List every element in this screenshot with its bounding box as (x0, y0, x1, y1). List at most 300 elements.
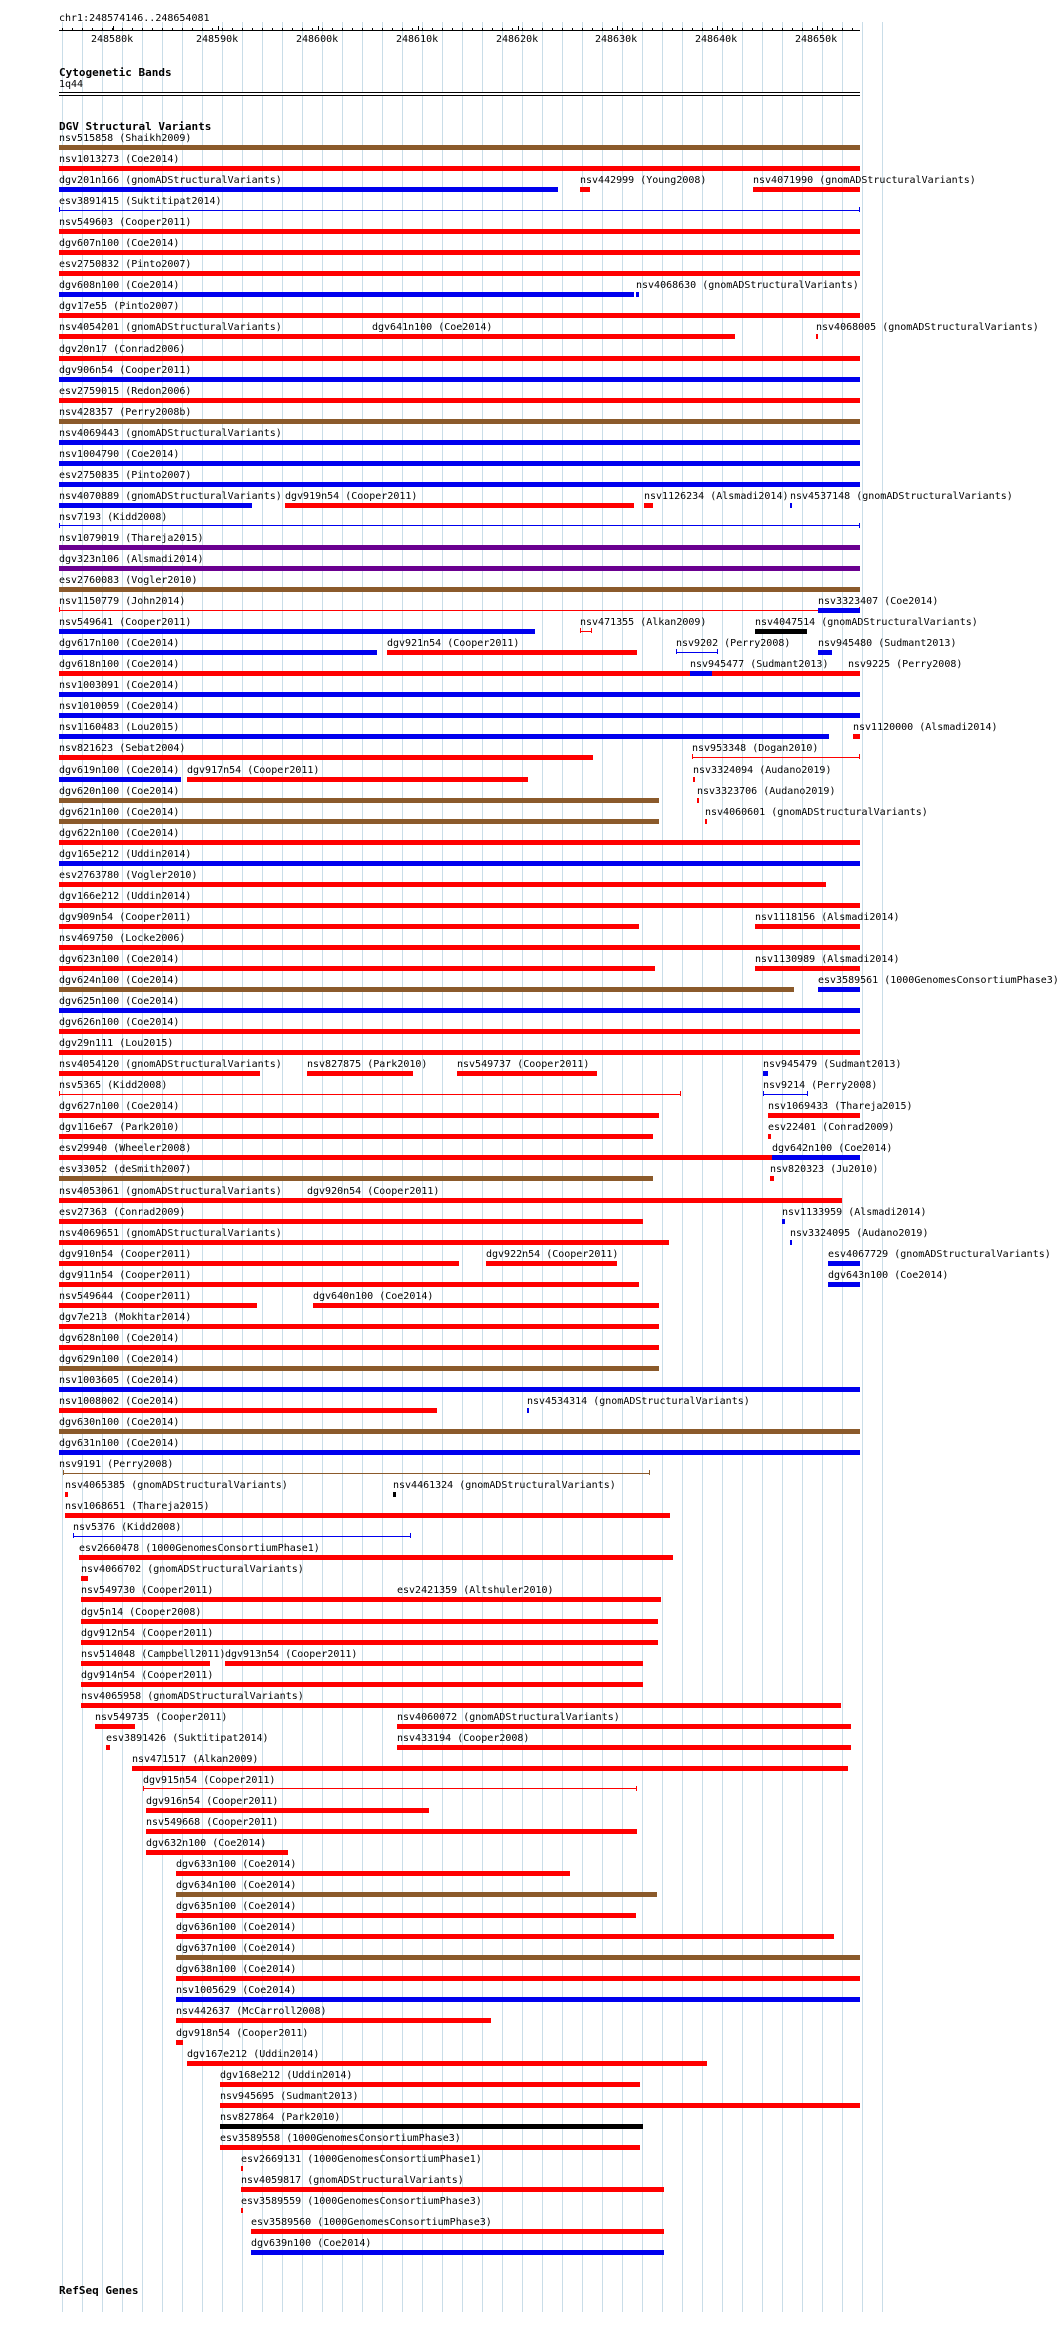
variant-label[interactable]: nsv549730 (Cooper2011) (81, 1585, 214, 1597)
variant-label[interactable]: nsv5365 (Kidd2008) (59, 1080, 168, 1092)
variant-feature[interactable] (73, 1536, 411, 1537)
variant-feature[interactable] (636, 292, 639, 297)
variant-feature[interactable] (818, 650, 832, 655)
variant-feature[interactable] (828, 1282, 860, 1287)
variant-label[interactable]: nsv549735 (Cooper2011) (95, 1711, 228, 1723)
variant-feature[interactable] (313, 1303, 659, 1308)
variant-feature[interactable] (818, 987, 860, 992)
variant-label[interactable]: esv33052 (deSmith2007) (59, 1164, 192, 1176)
variant-feature[interactable] (59, 1429, 860, 1434)
variant-feature[interactable] (580, 187, 590, 192)
variant-label[interactable]: dgv617n100 (Coe2014) (59, 638, 180, 650)
variant-label[interactable]: esv2750832 (Pinto2007) (59, 259, 192, 271)
variant-label[interactable]: nsv549644 (Cooper2011) (59, 1290, 192, 1302)
variant-label[interactable]: nsv1130989 (Alsmadi2014) (755, 953, 900, 965)
variant-feature[interactable] (176, 1934, 834, 1939)
variant-feature[interactable] (59, 610, 860, 611)
variant-label[interactable]: nsv4069651 (gnomADStructuralVariants) (59, 1227, 282, 1239)
variant-label[interactable]: dgv921n54 (Cooper2011) (387, 638, 520, 650)
variant-feature[interactable] (95, 1724, 135, 1729)
variant-label[interactable]: esv2660478 (1000GenomesConsortiumPhase1) (79, 1543, 320, 1555)
variant-feature[interactable] (63, 1473, 650, 1474)
variant-label[interactable]: dgv915n54 (Cooper2011) (143, 1774, 276, 1786)
variant-label[interactable]: nsv4054201 (gnomADStructuralVariants) (59, 322, 282, 334)
variant-feature[interactable] (763, 1094, 808, 1095)
variant-label[interactable]: esv3589561 (1000GenomesConsortiumPhase3) (818, 975, 1059, 986)
variant-feature[interactable] (755, 629, 807, 634)
variant-feature[interactable] (59, 882, 826, 887)
variant-feature[interactable] (59, 461, 860, 466)
variant-feature[interactable] (59, 145, 860, 150)
variant-feature[interactable] (816, 334, 818, 339)
variant-label[interactable]: nsv821623 (Sebat2004) (59, 743, 186, 755)
variant-feature[interactable] (59, 798, 659, 803)
variant-label[interactable]: nsv471355 (Alkan2009) (580, 617, 707, 629)
variant-feature[interactable] (755, 924, 860, 929)
variant-label[interactable]: dgv914n54 (Cooper2011) (81, 1669, 214, 1681)
variant-label[interactable]: nsv549668 (Cooper2011) (146, 1817, 279, 1828)
variant-label[interactable]: nsv549737 (Cooper2011) (457, 1059, 590, 1071)
variant-label[interactable]: dgv627n100 (Coe2014) (59, 1101, 180, 1113)
variant-label[interactable]: nsv4070889 (gnomADStructuralVariants) (59, 490, 282, 502)
variant-label[interactable]: nsv471517 (Alkan2009) (132, 1753, 259, 1765)
variant-feature[interactable] (225, 1661, 643, 1666)
variant-label[interactable]: nsv1120000 (Alsmadi2014) (853, 722, 998, 734)
variant-label[interactable]: nsv1004790 (Coe2014) (59, 448, 180, 460)
variant-feature[interactable] (59, 819, 659, 824)
variant-label[interactable]: nsv1003605 (Coe2014) (59, 1374, 180, 1386)
variant-feature[interactable] (59, 1029, 860, 1034)
variant-label[interactable]: nsv4059817 (gnomADStructuralVariants) (241, 2174, 464, 2186)
variant-feature[interactable] (220, 2082, 640, 2087)
variant-feature[interactable] (143, 1788, 637, 1789)
variant-feature[interactable] (59, 271, 860, 276)
variant-feature[interactable] (251, 2229, 664, 2234)
variant-feature[interactable] (59, 334, 735, 339)
variant-label[interactable]: nsv3323407 (Coe2014) (818, 596, 939, 608)
variant-label[interactable]: nsv945479 (Sudmant2013) (763, 1059, 902, 1071)
variant-feature[interactable] (59, 1261, 459, 1266)
variant-feature[interactable] (59, 987, 794, 992)
variant-label[interactable]: esv2669131 (1000GenomesConsortiumPhase1) (241, 2153, 482, 2165)
variant-label[interactable]: dgv168e212 (Uddin2014) (220, 2069, 353, 2081)
variant-label[interactable]: esv2421359 (Altshuler2010) (397, 1585, 554, 1597)
variant-feature[interactable] (818, 608, 860, 613)
variant-feature[interactable] (59, 1113, 659, 1118)
variant-feature[interactable] (241, 2208, 243, 2213)
variant-label[interactable]: dgv639n100 (Coe2014) (251, 2238, 372, 2249)
variant-label[interactable]: dgv622n100 (Coe2014) (59, 827, 180, 839)
variant-label[interactable]: nsv549641 (Cooper2011) (59, 617, 192, 629)
variant-feature[interactable] (65, 1492, 68, 1497)
variant-feature[interactable] (65, 1513, 670, 1518)
variant-label[interactable]: nsv469750 (Locke2006) (59, 932, 186, 944)
variant-feature[interactable] (790, 503, 792, 508)
variant-feature[interactable] (251, 2250, 664, 2255)
variant-feature[interactable] (59, 545, 860, 550)
variant-label[interactable]: dgv632n100 (Coe2014) (146, 1838, 267, 1850)
variant-feature[interactable] (59, 1240, 669, 1245)
variant-label[interactable]: esv27363 (Conrad2009) (59, 1206, 186, 1218)
variant-feature[interactable] (59, 945, 860, 950)
cyto-band[interactable] (59, 92, 860, 96)
variant-feature[interactable] (59, 187, 558, 192)
ruler-minor-tick (832, 28, 833, 31)
variant-label[interactable]: esv2763780 (Vogler2010) (59, 869, 198, 881)
variant-feature[interactable] (397, 1597, 661, 1602)
variant-feature[interactable] (372, 334, 374, 339)
variant-feature[interactable] (59, 166, 860, 171)
variant-label[interactable]: nsv1079019 (Thareja2015) (59, 532, 204, 544)
variant-feature[interactable] (59, 210, 860, 211)
variant-feature[interactable] (397, 1745, 851, 1750)
refseq-track-title: RefSeq Genes (59, 2284, 139, 2297)
variant-feature[interactable] (59, 440, 860, 445)
variant-label[interactable]: nsv4066702 (gnomADStructuralVariants) (81, 1564, 304, 1576)
variant-feature[interactable] (768, 1113, 860, 1118)
variant-feature[interactable] (59, 419, 860, 424)
variant-label[interactable]: nsv4065385 (gnomADStructuralVariants) (65, 1480, 288, 1492)
variant-label[interactable]: esv2759015 (Redon2006) (59, 385, 192, 397)
variant-feature[interactable] (753, 187, 860, 192)
variant-feature[interactable] (59, 671, 859, 676)
variant-label[interactable]: nsv1005629 (Coe2014) (176, 1985, 297, 1997)
variant-label[interactable]: dgv917n54 (Cooper2011) (187, 764, 320, 776)
variant-feature[interactable] (176, 1913, 636, 1918)
variant-label[interactable]: dgv909n54 (Cooper2011) (59, 911, 192, 923)
variant-label[interactable]: dgv618n100 (Coe2014) (59, 659, 180, 671)
variant-feature[interactable] (59, 313, 860, 318)
variant-label[interactable]: nsv1160483 (Lou2015) (59, 722, 180, 734)
variant-feature[interactable] (59, 1324, 659, 1329)
variant-feature[interactable] (755, 966, 860, 971)
variant-label[interactable]: esv29940 (Wheeler2008) (59, 1143, 192, 1155)
variant-feature[interactable] (782, 1219, 785, 1224)
variant-label[interactable]: esv4067729 (gnomADStructuralVariants) (828, 1248, 1051, 1260)
variant-feature[interactable] (59, 1282, 639, 1287)
variant-feature[interactable] (176, 1976, 860, 1981)
variant-label[interactable]: dgv167e212 (Uddin2014) (187, 2048, 320, 2060)
variant-label[interactable]: nsv1069433 (Thareja2015) (768, 1101, 913, 1113)
variant-label[interactable]: dgv166e212 (Uddin2014) (59, 890, 192, 902)
variant-label[interactable]: nsv9202 (Perry2008) (676, 638, 791, 650)
variant-label[interactable]: dgv916n54 (Cooper2011) (146, 1795, 279, 1807)
variant-feature[interactable] (59, 1219, 643, 1224)
variant-label[interactable]: nsv1150779 (John2014) (59, 596, 186, 608)
variant-label[interactable]: nsv4047514 (gnomADStructuralVariants) (755, 617, 978, 629)
variant-label[interactable]: nsv433194 (Cooper2008) (397, 1732, 530, 1744)
variant-feature[interactable] (59, 1176, 653, 1181)
variant-feature[interactable] (81, 1597, 398, 1602)
variant-label[interactable]: esv3589558 (1000GenomesConsortiumPhase3) (220, 2132, 461, 2144)
variant-feature[interactable] (697, 798, 699, 803)
variant-feature[interactable] (692, 757, 860, 758)
variant-label[interactable]: esv3589560 (1000GenomesConsortiumPhase3) (251, 2216, 492, 2228)
variant-feature[interactable] (693, 777, 695, 782)
variant-feature[interactable] (81, 1619, 658, 1624)
variant-feature[interactable] (59, 840, 860, 845)
variant-feature[interactable] (59, 229, 860, 234)
ruler-minor-tick (732, 28, 733, 31)
variant-feature[interactable] (59, 503, 252, 508)
variant-feature[interactable] (220, 2145, 640, 2150)
variant-label[interactable]: dgv29n111 (Lou2015) (59, 1038, 174, 1050)
variant-feature[interactable] (828, 1261, 860, 1266)
variant-feature[interactable] (387, 650, 637, 655)
variant-label[interactable]: nsv7193 (Kidd2008) (59, 511, 168, 523)
variant-feature[interactable] (187, 2061, 707, 2066)
variant-feature[interactable] (146, 1829, 637, 1834)
variant-label[interactable]: nsv4065958 (gnomADStructuralVariants) (81, 1690, 304, 1702)
variant-feature[interactable] (176, 1871, 570, 1876)
variant-label[interactable]: nsv3323706 (Audano2019) (697, 785, 836, 797)
variant-feature[interactable] (59, 1134, 653, 1139)
variant-feature[interactable] (146, 1850, 288, 1855)
variant-feature[interactable] (59, 924, 639, 929)
variant-feature[interactable] (59, 755, 593, 760)
variant-label[interactable]: nsv1010059 (Coe2014) (59, 701, 180, 713)
variant-feature[interactable] (176, 1892, 657, 1897)
variant-feature[interactable] (59, 903, 860, 908)
variant-feature[interactable] (307, 1071, 413, 1076)
variant-label[interactable]: nsv428357 (Perry2008b) (59, 406, 192, 418)
variant-label[interactable]: dgv631n100 (Coe2014) (59, 1438, 180, 1450)
variant-label[interactable]: nsv4060601 (gnomADStructuralVariants) (705, 806, 928, 818)
variant-label[interactable]: dgv7e213 (Mokhtar2014) (59, 1311, 192, 1323)
variant-feature[interactable] (848, 671, 860, 676)
variant-feature[interactable] (81, 1576, 88, 1581)
variant-label[interactable]: dgv918n54 (Cooper2011) (176, 2027, 309, 2039)
variant-label[interactable]: esv3891415 (Suktitipat2014) (59, 196, 222, 208)
variant-label[interactable]: esv3589559 (1000GenomesConsortiumPhase3) (241, 2195, 482, 2207)
variant-feature[interactable] (853, 734, 860, 739)
variant-feature[interactable] (307, 1198, 842, 1203)
variant-label[interactable]: nsv549603 (Cooper2011) (59, 217, 192, 229)
variant-label[interactable]: esv2750835 (Pinto2007) (59, 469, 192, 481)
variant-feature[interactable] (176, 1997, 860, 2002)
variant-label[interactable]: dgv624n100 (Coe2014) (59, 975, 180, 986)
variant-label[interactable]: dgv628n100 (Coe2014) (59, 1332, 180, 1344)
variant-label[interactable]: nsv1133959 (Alsmadi2014) (782, 1206, 927, 1218)
variant-label[interactable]: dgv919n54 (Cooper2011) (285, 490, 418, 502)
variant-label[interactable]: dgv637n100 (Coe2014) (176, 1943, 297, 1955)
variant-label[interactable]: nsv4060072 (gnomADStructuralVariants) (397, 1711, 620, 1723)
variant-feature[interactable] (241, 2187, 664, 2192)
variant-label[interactable]: dgv630n100 (Coe2014) (59, 1417, 180, 1429)
variant-feature[interactable] (59, 1387, 860, 1392)
variant-feature[interactable] (59, 292, 634, 297)
variant-label[interactable]: nsv9191 (Perry2008) (59, 1459, 174, 1471)
variant-label[interactable]: dgv20n17 (Conrad2006) (59, 343, 186, 355)
variant-feature[interactable] (59, 1303, 257, 1308)
variant-feature[interactable] (285, 503, 634, 508)
variant-label[interactable]: esv22401 (Conrad2009) (768, 1122, 895, 1134)
variant-label[interactable]: nsv4053061 (gnomADStructuralVariants) (59, 1185, 282, 1197)
variant-label[interactable]: nsv442999 (Young2008) (580, 175, 707, 187)
variant-feature[interactable] (59, 1345, 659, 1350)
variant-label[interactable]: dgv642n100 (Coe2014) (772, 1143, 893, 1155)
variant-feature[interactable] (59, 525, 860, 526)
variant-label[interactable]: nsv514048 (Campbell2011) (81, 1648, 226, 1660)
variant-label[interactable]: dgv634n100 (Coe2014) (176, 1880, 297, 1892)
variant-label[interactable]: dgv920n54 (Cooper2011) (307, 1185, 440, 1197)
variant-feature[interactable] (690, 671, 712, 676)
variant-feature[interactable] (397, 1724, 851, 1729)
variant-feature[interactable] (241, 2166, 243, 2171)
variant-feature[interactable] (59, 1071, 260, 1076)
variant-feature[interactable] (644, 503, 653, 508)
variant-feature[interactable] (59, 1450, 860, 1455)
variant-label[interactable]: nsv827875 (Park2010) (307, 1059, 428, 1071)
variant-feature[interactable] (59, 1198, 320, 1203)
variant-feature[interactable] (59, 356, 860, 361)
variant-label[interactable]: dgv640n100 (Coe2014) (313, 1290, 434, 1302)
variant-label[interactable]: nsv4537148 (gnomADStructuralVariants) (790, 490, 1013, 502)
variant-feature[interactable] (59, 1008, 860, 1013)
variant-label[interactable]: dgv607n100 (Coe2014) (59, 238, 180, 250)
variant-feature[interactable] (59, 482, 860, 487)
cyto-title: Cytogenetic Bands (59, 66, 172, 79)
variant-feature[interactable] (176, 2018, 491, 2023)
variant-label[interactable]: nsv953348 (Dogan2010) (692, 743, 819, 755)
variant-label[interactable]: nsv5376 (Kidd2008) (73, 1522, 182, 1534)
variant-feature[interactable] (676, 652, 718, 653)
variant-feature[interactable] (59, 1050, 860, 1055)
variant-feature[interactable] (527, 1408, 529, 1413)
variant-feature[interactable] (59, 734, 829, 739)
variant-label[interactable]: nsv9214 (Perry2008) (763, 1080, 878, 1092)
variant-feature[interactable] (59, 861, 860, 866)
variant-feature[interactable] (59, 1094, 681, 1095)
variant-feature[interactable] (59, 398, 860, 403)
variant-label[interactable]: dgv643n100 (Coe2014) (828, 1269, 949, 1281)
variant-feature[interactable] (59, 1155, 839, 1160)
variant-label[interactable]: dgv608n100 (Coe2014) (59, 280, 180, 292)
variant-label[interactable]: dgv116e67 (Park2010) (59, 1122, 180, 1134)
variant-feature[interactable] (220, 2124, 643, 2129)
variant-label[interactable]: dgv922n54 (Cooper2011) (486, 1248, 619, 1260)
variant-label[interactable]: nsv1013273 (Coe2014) (59, 154, 180, 166)
variant-label[interactable]: nsv1008002 (Coe2014) (59, 1396, 180, 1407)
variant-label[interactable]: nsv4069443 (gnomADStructuralVariants) (59, 427, 282, 439)
variant-label[interactable]: nsv4068630 (gnomADStructuralVariants) (636, 280, 859, 292)
variant-feature[interactable] (220, 2103, 860, 2108)
variant-feature[interactable] (790, 1240, 792, 1245)
variant-feature[interactable] (59, 1408, 437, 1413)
variant-label[interactable]: nsv4461324 (gnomADStructuralVariants) (393, 1480, 616, 1492)
variant-label[interactable]: nsv3324095 (Audano2019) (790, 1227, 929, 1239)
ruler-minor-tick (142, 28, 143, 31)
variant-label[interactable]: dgv165e212 (Uddin2014) (59, 848, 192, 860)
variant-feature[interactable] (59, 650, 377, 655)
variant-feature[interactable] (81, 1640, 658, 1645)
variant-feature[interactable] (81, 1703, 841, 1708)
variant-label[interactable]: nsv945480 (Sudmant2013) (818, 638, 957, 650)
variant-label[interactable]: dgv625n100 (Coe2014) (59, 996, 180, 1008)
variant-label[interactable]: nsv827864 (Park2010) (220, 2111, 341, 2123)
variant-label[interactable]: dgv201n166 (gnomADStructuralVariants) (59, 175, 282, 187)
variant-feature[interactable] (106, 1745, 110, 1750)
variant-feature[interactable] (132, 1766, 848, 1771)
variant-label[interactable]: nsv1118156 (Alsmadi2014) (755, 911, 900, 923)
variant-feature[interactable] (176, 2040, 183, 2045)
variant-label[interactable]: dgv636n100 (Coe2014) (176, 1922, 297, 1934)
variant-label[interactable]: dgv635n100 (Coe2014) (176, 1901, 297, 1913)
variant-label[interactable]: dgv619n100 (Coe2014) (59, 764, 180, 776)
variant-label[interactable]: dgv633n100 (Coe2014) (176, 1859, 297, 1871)
variant-label[interactable]: nsv515858 (Shaikh2009) (59, 133, 192, 144)
variant-feature[interactable] (705, 819, 707, 824)
variant-feature[interactable] (486, 1261, 617, 1266)
variant-label[interactable]: nsv4071990 (gnomADStructuralVariants) (753, 175, 976, 187)
variant-feature[interactable] (59, 777, 181, 782)
variant-feature[interactable] (59, 629, 535, 634)
variant-label[interactable]: dgv623n100 (Coe2014) (59, 953, 180, 965)
variant-label[interactable]: dgv5n14 (Cooper2008) (81, 1606, 202, 1618)
variant-feature[interactable] (59, 692, 860, 697)
variant-label[interactable]: esv3891426 (Suktitipat2014) (106, 1732, 269, 1744)
variant-label[interactable]: esv2760083 (Vogler2010) (59, 575, 198, 587)
variant-label[interactable]: dgv17e55 (Pinto2007) (59, 301, 180, 313)
variant-label[interactable]: nsv945477 (Sudmant2013) (690, 659, 829, 671)
variant-label[interactable]: nsv9225 (Perry2008) (848, 659, 963, 671)
variant-feature[interactable] (59, 377, 860, 382)
variant-label[interactable]: dgv621n100 (Coe2014) (59, 806, 180, 818)
variant-label[interactable]: nsv1068651 (Thareja2015) (65, 1501, 210, 1513)
variant-feature[interactable] (457, 1071, 597, 1076)
variant-feature[interactable] (59, 966, 655, 971)
variant-label[interactable]: nsv820323 (Ju2010) (770, 1164, 879, 1176)
variant-label[interactable]: dgv913n54 (Cooper2011) (225, 1648, 358, 1660)
variant-label[interactable]: dgv910n54 (Cooper2011) (59, 1248, 192, 1260)
variant-feature[interactable] (59, 1366, 659, 1371)
variant-label[interactable]: dgv323n106 (Alsmadi2014) (59, 554, 204, 565)
variant-label[interactable]: nsv442637 (McCarroll2008) (176, 2006, 327, 2018)
variant-feature[interactable] (146, 1808, 429, 1813)
variant-label[interactable]: nsv1003091 (Coe2014) (59, 680, 180, 692)
variant-feature[interactable] (772, 1155, 860, 1160)
variant-label[interactable]: dgv641n100 (Coe2014) (372, 322, 493, 334)
variant-feature[interactable] (580, 631, 592, 632)
variant-label[interactable]: dgv629n100 (Coe2014) (59, 1353, 180, 1365)
variant-feature[interactable] (59, 587, 860, 592)
variant-feature[interactable] (176, 1955, 860, 1960)
variant-label[interactable]: nsv3324094 (Audano2019) (693, 764, 832, 776)
variant-feature[interactable] (79, 1555, 673, 1560)
variant-feature[interactable] (81, 1661, 210, 1666)
variant-label[interactable]: nsv945695 (Sudmant2013) (220, 2090, 359, 2102)
variant-label[interactable]: nsv4068005 (gnomADStructuralVariants) (816, 322, 1039, 334)
variant-feature[interactable] (81, 1682, 643, 1687)
variant-feature[interactable] (768, 1134, 771, 1139)
variant-feature[interactable] (59, 713, 860, 718)
variant-label[interactable]: dgv911n54 (Cooper2011) (59, 1269, 192, 1281)
variant-feature[interactable] (59, 566, 860, 571)
variant-feature[interactable] (187, 777, 528, 782)
variant-label[interactable]: dgv912n54 (Cooper2011) (81, 1627, 214, 1639)
variant-label[interactable]: dgv626n100 (Coe2014) (59, 1017, 180, 1029)
variant-label[interactable]: dgv620n100 (Coe2014) (59, 785, 180, 797)
variant-feature[interactable] (763, 1071, 768, 1076)
variant-label[interactable]: nsv4534314 (gnomADStructuralVariants) (527, 1396, 750, 1407)
variant-label[interactable]: dgv638n100 (Coe2014) (176, 1964, 297, 1976)
variant-feature[interactable] (770, 1176, 774, 1181)
variant-feature[interactable] (393, 1492, 396, 1497)
variant-feature[interactable] (59, 250, 860, 255)
variant-label[interactable]: dgv906n54 (Cooper2011) (59, 364, 192, 376)
variant-label[interactable]: nsv4054120 (gnomADStructuralVariants) (59, 1059, 282, 1071)
variant-label[interactable]: nsv1126234 (Alsmadi2014) (644, 490, 789, 502)
